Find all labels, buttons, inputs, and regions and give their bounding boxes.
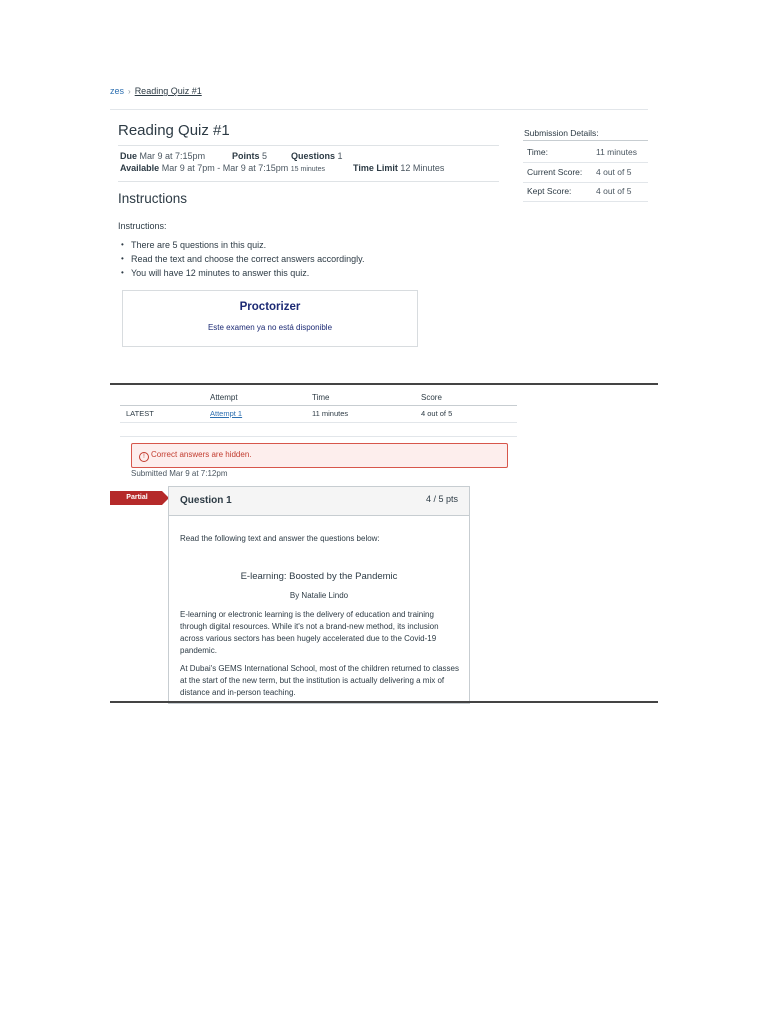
questions-label: Questions (291, 151, 336, 161)
attempt-score: 4 out of 5 (421, 409, 453, 418)
article-byline: By Natalie Lindo (289, 591, 349, 600)
kept-score-label: Kept Score: (527, 186, 572, 196)
instructions-heading: Instructions (118, 191, 188, 206)
time-limit-meta (353, 163, 444, 173)
submission-row-time (523, 143, 648, 163)
attempt-link[interactable]: Attempt 1 (210, 409, 243, 418)
partial-flag (110, 491, 170, 505)
proctorizer-message: Este examen ya no está disponible (207, 323, 333, 332)
due-meta (120, 151, 205, 161)
breadcrumb (110, 86, 202, 96)
attempts-header-attempt: Attempt (210, 393, 238, 402)
list-item: • Read the text and choose the correct answers accordingly. (118, 253, 364, 267)
breadcrumb-quizzes-link[interactable]: zes (110, 86, 125, 96)
section-divider-top (110, 383, 658, 385)
info-circle-icon: ! (139, 452, 149, 462)
available-duration: 15 minutes (290, 166, 326, 173)
time-limit-value: 12 Minutes (400, 163, 445, 173)
submitted-timestamp: Submitted Mar 9 at 7:12pm (131, 469, 228, 478)
current-score-label: Current Score: (527, 167, 583, 177)
meta-divider (118, 181, 499, 182)
available-label: Available (120, 163, 160, 173)
question-title: Question 1 (180, 495, 232, 506)
points-label: Points (232, 151, 260, 161)
article-title: E-learning: Boosted by the Pandemic (240, 571, 398, 582)
proctorizer-title: Proctorizer (239, 301, 301, 313)
attempts-row-divider (120, 422, 517, 423)
alert-text: Correct answers are hidden. (151, 450, 252, 459)
available-value: Mar 9 at 7pm - Mar 9 at 7:15pm (161, 163, 289, 173)
question-prompt: Read the following text and answer the questions below: (180, 534, 380, 543)
current-score-value: 4 out of 5 (596, 167, 632, 177)
breadcrumb-current-link[interactable]: Reading Quiz #1 (134, 86, 202, 96)
list-item: • You will have 12 minutes to answer this quiz. (118, 267, 364, 281)
kept-score-value: 4 out of 5 (596, 186, 632, 196)
submission-details-title: Submission Details: (524, 128, 599, 138)
points-value: 5 (262, 151, 268, 161)
submission-row-kept-score (523, 182, 648, 202)
title-divider (118, 145, 499, 146)
due-value: Mar 9 at 7:15pm (139, 151, 206, 161)
instructions-list (118, 239, 364, 281)
attempts-header-score: Score (421, 393, 442, 402)
available-meta (120, 163, 325, 173)
questions-meta (291, 151, 343, 161)
article-paragraph: E-learning or electronic learning is the delivery of education and training through digital resources. While it's not a brand-new method, its inclusion across various sectors has been hugely accelerated due to the Covid-19 pandemic. (180, 610, 439, 655)
instructions-label: Instructions: (118, 221, 167, 231)
breadcrumb-divider (110, 109, 648, 110)
submission-row-current-score (523, 163, 648, 183)
section-divider-bottom (110, 701, 658, 703)
attempt-time: 11 minutes (312, 409, 349, 418)
points-meta (232, 151, 267, 161)
time-limit-label: Time Limit (353, 163, 398, 173)
due-label: Due (120, 151, 138, 161)
correct-answers-hidden-alert (131, 443, 508, 468)
list-item: • There are 5 questions in this quiz. (118, 239, 364, 253)
breadcrumb-separator: › (128, 87, 131, 96)
question-points: 4 / 5 pts (425, 494, 458, 504)
attempts-header-time: Time (312, 393, 330, 402)
partial-label: Partial (126, 494, 148, 501)
attempts-bottom-divider (120, 436, 517, 437)
page-title: Reading Quiz #1 (118, 122, 230, 139)
questions-value: 1 (337, 151, 343, 161)
submission-time-label: Time: (527, 147, 548, 157)
question-header (169, 487, 469, 516)
question-card (168, 486, 470, 704)
article-paragraph: At Dubai's GEMS International School, most of the children returned to classes at the start of the new term, but the institution is actually delivering a mix of distance and in-person teaching. (180, 664, 459, 697)
proctorizer-panel (122, 290, 418, 347)
submission-details-divider (523, 140, 648, 141)
attempts-header-divider (120, 405, 517, 406)
submission-time-value: 11 minutes (596, 147, 637, 157)
attempt-latest-tag: LATEST (126, 409, 154, 418)
